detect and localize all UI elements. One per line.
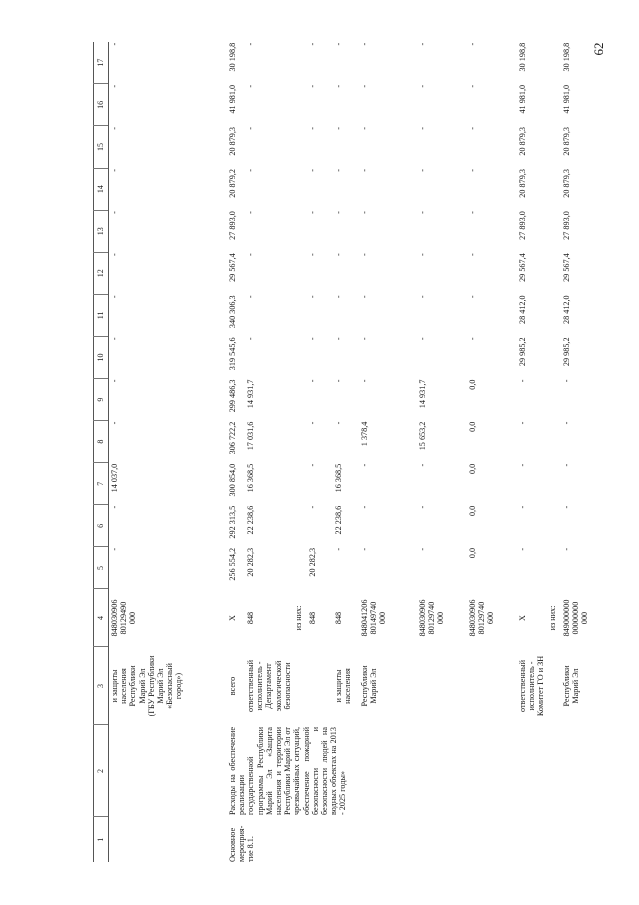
cell-value	[547, 84, 561, 126]
cell-value: -	[110, 505, 119, 509]
cell-value	[293, 210, 307, 252]
cell-c4: 848	[246, 611, 255, 625]
cell-value: -	[417, 169, 427, 172]
cell-value: 256 554,2	[228, 547, 237, 581]
cell-value: 28 412,0	[517, 295, 527, 324]
cell-value: 20 879,3	[517, 169, 527, 198]
cell-value: -	[467, 84, 477, 88]
cell-value: -	[517, 505, 527, 509]
cell-c4: 848041206 80149740 000	[359, 599, 388, 637]
cell-value: -	[467, 169, 477, 172]
header-col-13: 13	[94, 210, 109, 252]
cell-value: -	[307, 421, 317, 425]
cell-c4: 849000000 00000000 000	[561, 599, 589, 637]
header-col-16: 16	[94, 84, 109, 126]
cell-value: -	[359, 463, 369, 467]
cell-c3: Республики Марий Эл	[359, 665, 379, 707]
cell-value: -	[333, 337, 343, 341]
cell-value: 319 545,6	[228, 337, 237, 371]
cell-value: 20 879,3	[561, 126, 571, 156]
cell-value: -	[333, 379, 343, 383]
cell-value: 41 981,0	[561, 84, 571, 114]
header-col-7: 7	[94, 463, 109, 505]
cell-value: 15 653,2	[417, 421, 427, 451]
cell-c4: Х	[517, 615, 527, 621]
cell-value: -	[246, 84, 255, 88]
program-expenses-table	[93, 42, 599, 862]
cell-value: 29 985,2	[517, 337, 527, 367]
cell-value: -	[307, 505, 317, 509]
cell-value	[547, 463, 561, 505]
cell-value: 16 368,5	[246, 463, 255, 493]
cell-value: 27 893,0	[517, 211, 527, 240]
cell-value: -	[467, 126, 477, 130]
cell-value: -	[110, 295, 119, 299]
cell-value: -	[307, 295, 317, 299]
cell-value: 29 567,4	[561, 253, 571, 282]
cell-c2: Расходы на обеспечение реализации государственной программы Республики Марий Эл «Защита населения и территории Республики Марий Эл от чрезвычайных ситуаций, обеспечение пожарной безопасности и безопасности людей на водных объектах на 2013 - 2025 годы»	[228, 727, 348, 815]
header-col-12: 12	[94, 252, 109, 294]
header-col-1: 1	[94, 817, 109, 862]
cell-value	[547, 252, 561, 294]
cell-value: 41 981,0	[228, 84, 237, 114]
cell-value: -	[417, 84, 427, 88]
cell-value: 20 879,3	[561, 169, 571, 198]
cell-value: 20 879,2	[228, 169, 237, 198]
cell-value: -	[307, 126, 317, 130]
cell-value	[293, 126, 307, 168]
cell-value: -	[110, 84, 119, 88]
cell-c3: Республики Марий Эл	[561, 665, 580, 707]
cell-value: 292 313,5	[228, 505, 237, 539]
cell-c3: всего	[228, 676, 237, 696]
cell-value: -	[110, 421, 119, 425]
cell-value: -	[359, 337, 369, 341]
cell-value: -	[417, 253, 427, 256]
cell-c3	[417, 647, 467, 725]
header-col-6: 6	[94, 505, 109, 547]
cell-c3: ответственный исполнитель - Комитет ГО и ЗН	[517, 655, 546, 717]
cell-value: 20 282,3	[246, 547, 255, 577]
cell-value: -	[246, 169, 255, 172]
cell-value: -	[307, 337, 317, 341]
cell-value: -	[110, 379, 119, 383]
cell-c4: 848030906 80129740 600	[467, 599, 496, 637]
cell-value: 14 931,7	[417, 379, 427, 409]
cell-value: -	[417, 337, 427, 341]
cell-value	[547, 505, 561, 547]
cell-c2	[561, 725, 599, 817]
cell-value	[293, 547, 307, 589]
cell-value: -	[333, 421, 343, 425]
cell-c3	[293, 647, 307, 725]
header-col-11: 11	[94, 294, 109, 336]
cell-value: 14 037,0	[110, 463, 119, 493]
cell-c3: и защиты населения Республики Марий Эл (ГБУ Республики Марий Эл «Безопасный город»)	[110, 655, 184, 717]
cell-value: -	[246, 253, 255, 256]
cell-value: -	[517, 379, 527, 383]
cell-value: 0,0	[467, 421, 477, 432]
cell-value: -	[417, 42, 427, 46]
cell-value: -	[110, 211, 119, 214]
cell-value: 20 879,3	[517, 126, 527, 156]
cell-value: 14 931,7	[246, 379, 255, 409]
cell-value: 300 854,0	[228, 463, 237, 497]
cell-value: -	[307, 463, 317, 467]
cell-value	[293, 294, 307, 336]
cell-value: -	[467, 295, 477, 299]
cell-value	[293, 168, 307, 210]
cell-value: -	[246, 337, 255, 341]
cell-value: 306 722,2	[228, 421, 237, 455]
cell-value: -	[246, 295, 255, 299]
cell-value: 0,0	[467, 379, 477, 390]
cell-value: -	[110, 547, 119, 551]
cell-value: 1 378,4	[359, 421, 369, 447]
cell-value: -	[417, 126, 427, 130]
cell-value: -	[307, 42, 317, 46]
cell-value: 27 893,0	[561, 211, 571, 240]
cell-value: 20 282,3	[307, 547, 317, 577]
cell-value: -	[333, 84, 343, 88]
cell-c4: 848030906 80129740 000	[417, 599, 446, 637]
cell-c3: и защиты населения	[333, 668, 353, 704]
cell-value: -	[307, 169, 317, 172]
cell-value: -	[333, 126, 343, 130]
header-col-4: 4	[94, 589, 109, 647]
cell-value: -	[561, 547, 571, 551]
cell-c2	[109, 725, 228, 817]
cell-value	[547, 168, 561, 210]
cell-value: -	[333, 169, 343, 172]
cell-value: 29 567,4	[517, 253, 527, 282]
cell-value: 29 985,2	[561, 337, 571, 367]
cell-value	[293, 421, 307, 463]
cell-value	[293, 379, 307, 421]
cell-value: -	[561, 463, 571, 467]
cell-value	[547, 294, 561, 336]
header-col-8: 8	[94, 421, 109, 463]
cell-value: 340 306,3	[228, 295, 237, 329]
header-row	[94, 42, 109, 862]
cell-value: -	[467, 42, 477, 46]
cell-c1	[109, 817, 228, 862]
cell-value: 20 879,3	[228, 126, 237, 156]
header-col-2: 2	[94, 725, 109, 817]
cell-value: -	[307, 379, 317, 383]
cell-value	[293, 463, 307, 505]
cell-value: -	[417, 505, 427, 509]
table-row	[227, 42, 245, 862]
cell-value: -	[517, 547, 527, 551]
page-number: 62	[591, 42, 606, 56]
cell-c3	[307, 647, 333, 725]
cell-value: 28 412,0	[561, 295, 571, 324]
cell-value	[547, 42, 561, 84]
cell-c4: из них:	[547, 605, 557, 631]
header-col-5: 5	[94, 547, 109, 589]
cell-value: -	[333, 211, 343, 214]
cell-value: -	[417, 211, 427, 214]
table-row	[109, 42, 228, 862]
cell-c3	[547, 647, 561, 725]
cell-value: -	[359, 547, 369, 551]
cell-value: 17 031,6	[246, 421, 255, 451]
cell-value: -	[307, 253, 317, 256]
cell-value	[547, 379, 561, 421]
cell-value	[547, 126, 561, 168]
cell-value: -	[110, 126, 119, 130]
cell-value: 22 238,6	[333, 505, 343, 535]
cell-value: 16 368,5	[333, 463, 343, 493]
rotated-table-wrapper	[93, 42, 589, 862]
cell-value	[547, 210, 561, 252]
cell-value: -	[333, 295, 343, 299]
table-row	[561, 42, 599, 862]
cell-value: -	[246, 42, 255, 46]
header-col-14: 14	[94, 168, 109, 210]
cell-value: 29 567,4	[228, 253, 237, 282]
cell-value	[293, 252, 307, 294]
cell-value	[547, 336, 561, 378]
cell-value	[293, 84, 307, 126]
cell-c4: 848	[333, 611, 343, 625]
header-col-15: 15	[94, 126, 109, 168]
cell-value: -	[417, 463, 427, 467]
cell-value: -	[359, 126, 369, 130]
cell-c4: 848	[307, 611, 317, 625]
cell-value: 30 198,8	[517, 42, 527, 72]
cell-value: -	[517, 463, 527, 467]
cell-value: -	[110, 337, 119, 341]
cell-c3	[467, 647, 517, 725]
cell-value: -	[467, 253, 477, 256]
cell-value	[293, 42, 307, 84]
cell-value: -	[246, 211, 255, 214]
cell-value: -	[110, 253, 119, 256]
header-col-3: 3	[94, 647, 109, 725]
cell-value: -	[359, 379, 369, 383]
cell-value: -	[561, 505, 571, 509]
header-col-17: 17	[94, 42, 109, 84]
cell-value: 0,0	[467, 463, 477, 474]
cell-value: -	[110, 42, 119, 46]
cell-c4: Х	[228, 615, 237, 621]
cell-value: -	[359, 253, 369, 256]
cell-value: -	[359, 84, 369, 88]
cell-value: 30 198,8	[228, 42, 237, 72]
cell-value: 299 486,3	[228, 379, 237, 413]
cell-c4: 848030906 80129490 000	[110, 599, 138, 637]
cell-value: -	[110, 169, 119, 172]
cell-value: 41 981,0	[517, 84, 527, 114]
cell-value: -	[517, 421, 527, 425]
cell-value: -	[307, 211, 317, 214]
cell-value	[293, 336, 307, 378]
header-col-10: 10	[94, 336, 109, 378]
cell-value: -	[359, 505, 369, 509]
cell-value: -	[359, 211, 369, 214]
cell-value: -	[561, 379, 571, 383]
cell-value: -	[333, 253, 343, 256]
cell-value: -	[561, 421, 571, 425]
cell-value: -	[467, 211, 477, 214]
cell-value: 0,0	[467, 505, 477, 517]
cell-c1	[561, 817, 599, 862]
cell-value: -	[359, 295, 369, 299]
cell-value: 0,0	[467, 547, 477, 559]
cell-value: -	[246, 126, 255, 130]
cell-value: -	[467, 337, 477, 341]
cell-value: 30 198,8	[561, 42, 571, 72]
cell-value: -	[417, 547, 427, 551]
cell-value: -	[417, 295, 427, 299]
cell-c3: ответственный исполнитель - Департамент экологической безопасности	[246, 660, 292, 713]
cell-c4: из них:	[293, 605, 303, 631]
cell-value: 22 238,6	[246, 505, 255, 535]
cell-value: -	[333, 547, 343, 551]
header-col-9: 9	[94, 379, 109, 421]
cell-value	[293, 505, 307, 547]
cell-value: 27 893,0	[228, 211, 237, 240]
cell-value: -	[307, 84, 317, 88]
cell-value: -	[333, 42, 343, 46]
cell-value: -	[359, 169, 369, 172]
cell-value: -	[359, 42, 369, 46]
cell-value	[547, 547, 561, 589]
cell-value	[547, 421, 561, 463]
cell-c1: Основное мероприя- тие 8.1.	[228, 825, 256, 862]
